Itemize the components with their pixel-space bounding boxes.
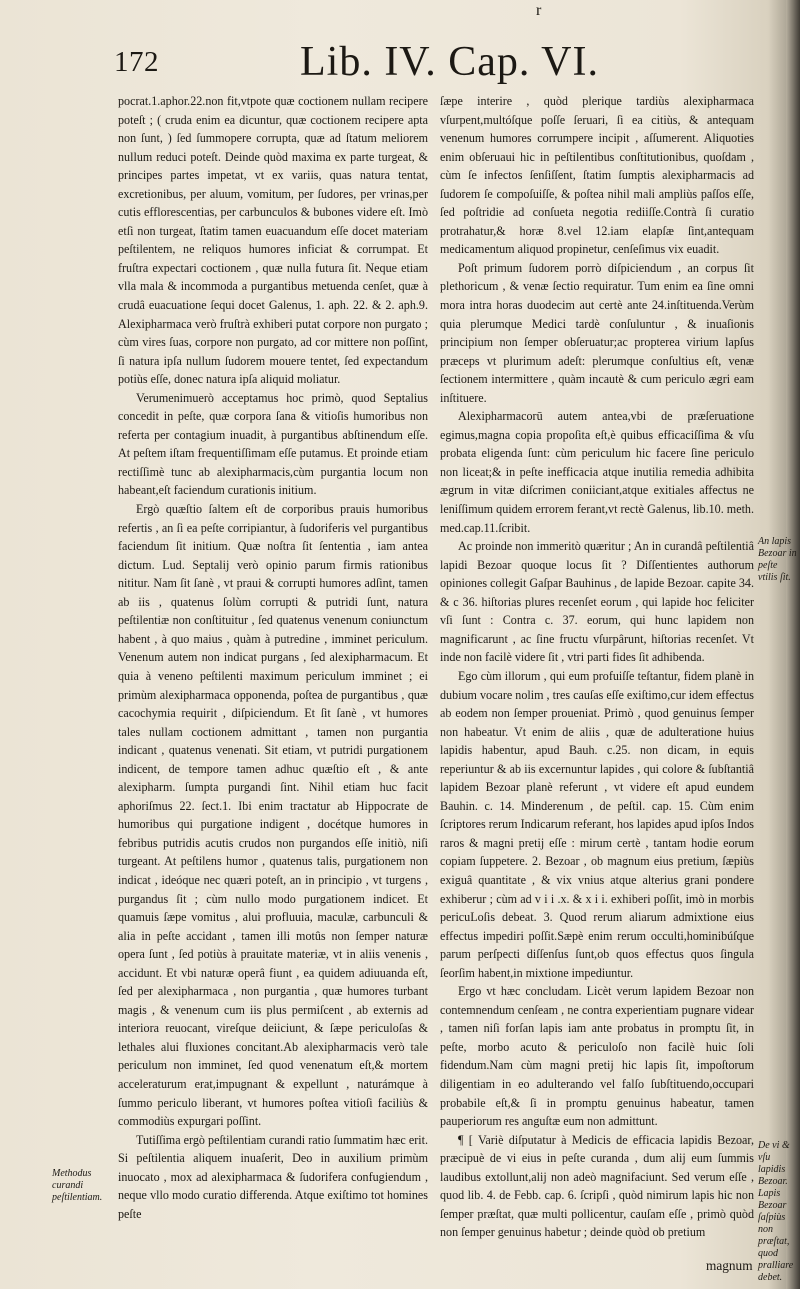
paragraph: Ergo vt hæc concludam. Licèt verum lapidem Bezoar non contemnendum cenſeam , ne contra experientiam pugnare videar , tamen niſi forſan lapis iam ante probatus in promptu ſit, in peſte, morbo acuto & periculoſo non facilè huic ſoli fidendum.Nam cùm magni pretij hic lapis ſit, impoſtorum diligentiam in eo adulterando vel falſo ſubſtituendo,occupari probabile eſt,& ſi in promptu genuinus habeatur, tamen pauperiorum res anguſtæ eum non admittunt.	[440, 984, 754, 1129]
paragraph: ¶ [ Variè diſputatur à Medicis de efficacia lapidis Bezoar, præcipuè de vi eius in peſte curanda , dum alij eum ſummis laudibus extollunt,alij non adeò magnifaciunt. Sed verum eſſe , quod lib. 4. de Febb. cap. 6. ſcripſi , quòd nimirum lapis hic non ſemper præſtat, quæ multi pollicentur, cauſam eſſe , primò quòd non ſemper genuinus habetur ; deinde quòd ob pretium	[440, 1132, 754, 1240]
paragraph: Tutiſſima ergò peſtilentiam curandi ratio ſummatim hæc erit. Si peſtilentia aliquem inuaſerit, Deo in auxilium primùm inuocato , mox ad alexipharmaca & ſudorifera confugiendum , neque vllo modo curatio differenda. Atque exiſtimo tot homines peſte	[118, 1132, 428, 1221]
binding-gutter	[786, 0, 800, 1289]
margin-note-method: Methodus curandi peſtilentiam.	[52, 1168, 103, 1203]
paragraph: ſæpe interire , quòd plerique tardiùs alexipharmaca vſurpent,multóſque poſſe ſeruari, ſi ea citiùs, & antequam venenum humores corrumpere incipit , aſſumerent. Aliquoties enim obſeruaui hic in peſtilentibus conſtitutionibus, quoſdam , cùm ſe infectos ſenſiſſent, ſtatim ſumptis alexipharmacis ad ſudorem ſe compoſuiſſe, & poſtea nihil mali ampliùs paſſos eſſe, ſed poſtridie ad conſueta negotia rediiſſe.Contrà ſi curatio protrahatur,& horæ 8.vel 12.iam elapſæ ſint,antequam medicamentum aliquod propinetur, cenſeſimus vix euadit.	[440, 94, 754, 257]
right-column	[440, 92, 754, 1242]
running-head: Lib. IV. Cap. VI.	[300, 39, 599, 85]
paragraph: Ac proinde non immeritò quæritur ; An in curandâ peſtilentiâ lapidi Bezoar quoque locus ſit ? Diſſentientes authorum opiniones collegit Gaſpar Bauhinus , de lapide Bezoar. capite 34. & c 36. hiſtorias plures recenſet eorum , qui lapide hoc feliciter vſi ſunt : Contra c. 37. eorum, qui hunc lapidem non magnificarunt , ac ſine fructu vſurpârunt, hiſtorias recenſet. Vt inde non facilè videre ſit , vtri parti fides ſit adhibenda.	[440, 539, 754, 665]
paragraph: Alexipharmacorū autem antea,vbi de præſeruatione egimus,magna copia propoſita eſt,è quibus efficaciſſima & vſu probata eligenda ſunt: cùm periculum hic facere ſine periculo non liceat;& in peſte inefficacia atque inutilia remedia adhibita ægrum in vitæ diſcrimen coniiciant,atque exitiales affectus ne leniſſimum quidem errorem ferant,vt rectè Galenus, lib.10. meth. med.cap.11.ſcribit.	[440, 409, 754, 535]
paragraph: pocrat.1.aphor.22.non fit,vtpote quæ coctionem nullam recipere poteſt ; ( cruda enim ea dicuntur, quæ coctionem recipere apta non ſunt, ) ſed ſummopere corrupta, quæ ad ſtatum meliorem nullum reduci poteſt. Deinde quòd maxima ex parte turgeat, & principes partes impetat, vt ex variis, quas natura tentat, excretionibus, per aluum, vomitum, per ſudores, per vrinas,per cutis efflorescentias, per carbunculos & bubones videre eſt. Imò etſi non turgeat, ſtatim tamen euacuandum eſſe docet materiam peſtilentem, ne reliquos humores inficiat & corrumpat. Et fruſtra expectari coctionem , quæ nulla futura ſit. Neque etiam vlla mala & incommoda a purgantibus metuenda cenſet, quæ à crudâ euacuatione ſequi docet Galenus, 1. aph. 22. & 2. aph.9. Alexipharmaca verò fruſtrà exhiberi putat corpore non purgato ; cùm vires ſuas, corpore non purgato, ad cor mittere non poſſint, ſi natura ipſa nullum ſudorem mouere tentet, ſed expectandum potiùs eſſe, donec natura ipſa aliquid moliatur.	[118, 94, 428, 387]
paragraph: Ego cùm illorum , qui eum profuiſſe teſtantur, fidem planè in dubium vocare nolim , tres cauſas eſſe exiſtimo,cur idem effectus ab eodem non ſemper proueniat. Primò , quod genuinus ſemper non habeatur. Vt enim de aliis , quæ de adulteratione huius lapidis habentur, apud Bauh. c.25. non dicam, in equis reperiuntur & ab iis excernuntur lapides , qui colore & ſubſtantiâ lapidem Bezoar planè referunt , vt videre eſt apud eundem Bauhin. c. 14. Minderenum , de peſtil. cap. 15. Cùm enim ſcriptores rerum Indicarum referant, hos lapides apud ipſos Indos raros & magni pretij eſſe : mirum certè , tantam hodie eorum copiam ſuppetere. 2. Bezoar , ob magnum eius pretium, ſæpiùs exiguâ quantitate , & vix vnius atque alterius grani pondere exhiberur ; cùm ad v i i .x. & x i i. exhiberi poſſit, imò in morbis pericuLoſis debeat. 3. Quod rerum aliarum admixtione eius effectus impediri poſſit.Sæpè enim rerum occulti,hominibúſque parum perſpecti diſſenſus ſunt,ob quos effectus quos ſingula ſeorſim habent,in mixtione impediuntur.	[440, 668, 755, 980]
margin-note-bezoar-use: De vi & vſu lapidis Bezoar. Lapis Bezoar ſaſpiùs non præſtat, quod pralliare debet.	[758, 1140, 794, 1283]
margin-note-bezoar: An lapis Bezoar in peſte vtilis ſit.	[758, 536, 797, 583]
catchword: magnum	[706, 1258, 753, 1273]
paragraph: Poſt primum ſudorem porrò diſpiciendum , an corpus ſit plethoricum , & venæ ſectio requiratur. Tum enim ea ſine omni mora intra horas duodecim aut certè ante 24.inſtituenda.Verùm quia plerumque Medici tardè conſuluntur , & inuaſionis principium non ſemper obſeruatur;ac propterea virium lapſus præceps vt plurimum adeſt: plerumque conſultius eſt, venæ ſectionem intermittere , quàm incautè & cum periculo ægri eam inſtituere.	[440, 260, 754, 405]
paragraph: Verumenimuerò acceptamus hoc primò, quod Septalius concedit in peſte, quæ corpora ſana & vitioſis humoribus non referta per contagium inuadit, à purgantibus abſtinendum eſſe. At peſtem iſtam frequentiſſimam eſſe putamus. Et proinde etiam rectiſſimè tunc ab alexipharmacis,cùm purgantia locum non habeant,eſt faciendum curationis initium.	[118, 390, 428, 498]
left-column	[118, 92, 428, 1223]
top-mark: r	[536, 2, 542, 19]
paragraph: Ergò quæſtio ſaltem eſt de corporibus prauis humoribus refertis , an ſi ea peſte corripiantur, à ſudoriferis vel purgantibus faciendum ſit initium. Quæ noſtra ſit ſententia , iam antea dictum. Lud. Septalij verò opinio parum firmis rationibus nititur. Nam ſit ſanè , vt praui & corrupti humores adſint, tamen ab iis , quatenus ſolùm corrupti & putridi ſunt, natura peſtilentiæ non conſtituitur , ſed quatenus venenum coniunctum habent , à quo maius , quàm à putredine , imminet periculum. Venenum autem non indicat purgans , ſed alexipharmacum. Et quia à veneno peſtilenti maximum periculum imminet ; ei primùm alexipharmaca opponenda, poſtea de purgantibus , quæ cacochymia requirit , diſpiciendum. Et ſit ſanè , vt humores tales nullam coctionem admittant , tamen non purgantia indicant , quatenus venenati. Sit etiam, vt putridi purgationem indicent, de tempore tamen adhuc quæſtio eſt , & ante alexipharm. ſumpta purgandi ſint. Nihil etiam huc facit aphoriſmus 22. ſect.1. Ibi enim tractatur ab Hippocrate de humoribus qui purgatione indigent , docétque humores in febribus putridis acutis crudos non purgandos eſſe initiò, niſi turgeant. At peſtilens humor , quatenus talis, purgationem non indicat , ideóque nec quæri poteſt, an in principio , vt turgens , purgandus ſit ; cùm nullo modo purgationem indicet. Et quamuis ſæpe vomitus , alui profluuia, maculæ, carbunculi & alia in peſte accidant , tamen illi motûs non ſemper naturæ opera ſunt , ſed potiùs à prauitate materiæ, vt in aliis venenis , accidunt. Et vbi naturæ operâ fiunt , ea quidem adiuuanda eſt, ſed per alexipharmaca , non purgantia , quæ humores turbant magis , & venenum cum iis plus permiſcent , ab externis ad interiora reuocant, vireſque deiiciunt, & ſæpe periculoſas & lethales alui fluxiones concitant.Ab alexipharmacis verò tale periculum non imminet, ſed quod venenatum eſt,& mortem acceleraturum erat,impugnant & expellunt , naturámque à ſummo periculo liberant, vt humores poſtea vitioſi faciliùs & commodiùs expurgari poſſint.	[118, 502, 428, 1129]
page-number: 172	[114, 46, 159, 78]
